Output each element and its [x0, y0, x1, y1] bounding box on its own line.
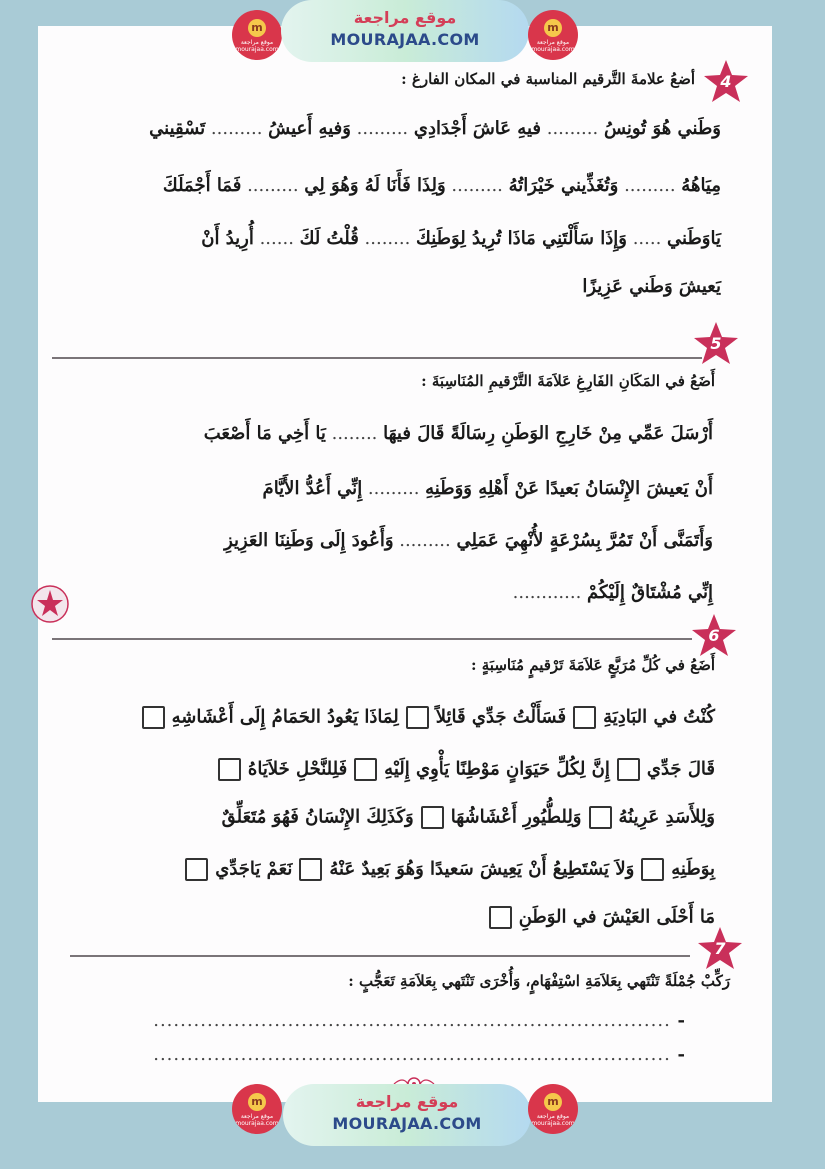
answer-line[interactable]: - .............................................................................: [153, 1010, 685, 1031]
answer-checkbox[interactable]: [573, 706, 596, 729]
text-line: كُنْتُ في البَادِيَةِفَسَأَلْتُ جَدِّي قَائِلاًلِمَاذَا يَعُودُ الحَمَامُ إِلَى أَعْشَاشِهِ: [135, 706, 715, 729]
text-line: بِوَطَنِهِوَلاَ يَسْتَطِيعُ أَنْ يَعِيشَ سَعيدًا وَهُوَ بَعِيدٌ عَنْهُنَعَمْ يَاجَدِّي: [178, 858, 715, 881]
brand-arabic: موقع مراجعة: [353, 8, 457, 27]
brand-logo-icon: m موقع مراجعة mourajaa.com: [232, 10, 282, 60]
exercise-instruction: أَضَعُ في كُلِّ مُرَبَّعٍ عَلاَمَةَ تَرْقيمٍ مُنَاسِبَةٍ :: [471, 656, 715, 674]
brand-logo-icon: m موقع مراجعة mourajaa.com: [528, 10, 578, 60]
section-divider: [70, 955, 690, 957]
brand-url: MOURAJAA.COM: [332, 1114, 482, 1133]
exercise-number-badge: 4: [702, 58, 750, 106]
brand-logo-icon: m موقع مراجعة mourajaa.com: [232, 1084, 282, 1134]
text-line: وَأَتَمَنَّى أَنْ تَمُرَّ بِسُرْعَةٍ لأُنْهِيَ عَمَلِي ......... وَأَعُودَ إِلَى وَطَنِنَا العَزِيزِ: [224, 530, 713, 551]
text-line: إِنِّي مُشْتَاقٌ إِلَيْكُمْ ............: [512, 582, 713, 603]
brand-banner-bottom[interactable]: [283, 1084, 531, 1146]
answer-checkbox[interactable]: [406, 706, 429, 729]
answer-checkbox[interactable]: [299, 858, 322, 881]
exercise-number-badge: 6: [690, 612, 738, 660]
answer-checkbox[interactable]: [617, 758, 640, 781]
text-line: يَاوَطَني ..... وَإِذَا سَأَلْتَنِي مَاذَا تُرِيدُ لِوَطَنِكَ ........ قُلْتُ لَكَ ...... أُرِيدُ أَنْ: [201, 228, 721, 249]
text-line: أَنْ يَعيشَ الإِنْسَانُ بَعيدًا عَنْ أَهْلِهِ وَوَطَنِهِ ......... إِنِّي أَعُدُّ الأَيَّامَ: [262, 478, 713, 499]
text-line: وَطَني هُوَ تُونِسُ ......... فيهِ عَاشَ أَجْدَادِي ......... وَفيهِ أَعيشُ ......... تَسْقِيني: [149, 118, 721, 139]
text-line: قَالَ جَدِّيإِنَّ لِكُلِّ حَيَوَانٍ مَوْطِنًا يَأْوِي إِلَيْهِفَلِلنَّحْلِ خَلاَيَاهُ: [211, 758, 715, 781]
section-divider: [52, 638, 692, 640]
text-line: مَا أَحْلَى العَيْشَ في الوَطَنِ: [482, 906, 715, 929]
exercise-instruction: أضعُ علامةَ التَّرقيم المناسبة في المكان الفارغ :: [401, 70, 695, 88]
answer-checkbox[interactable]: [421, 806, 444, 829]
answer-checkbox[interactable]: [354, 758, 377, 781]
section-divider: [52, 357, 702, 359]
brand-url: MOURAJAA.COM: [330, 30, 480, 49]
brand-arabic: موقع مراجعة: [355, 1092, 459, 1111]
text-line: وَلِلأَسَدِ عَرِينُهُوَلِلطُّيُورِ أَعْشَاشُهَاوَكَذَلِكَ الإِنْسَانُ فَهُوَ مُتَعَلِّقٌ: [221, 806, 715, 828]
answer-line[interactable]: - .............................................................................: [153, 1044, 685, 1065]
text-line: يَعيشَ وَطَني عَزِيزًا: [582, 276, 721, 297]
exercise-instruction: رَكِّبْ جُمْلَةً تَنْتَهي بِعَلاَمَةِ اسْتِفْهَامٍ، وَأُخْرَى تَنْتَهي بِعَلاَمَةِ تَعَجُّبٍ :: [348, 972, 730, 990]
text-line: مِيَاهُهُ ......... وَتُغَذِّيني خَيْرَاتُهُ ......... وَلِذَا فَأَنَا لَهُ وَهُوَ لِي ......... فَمَا أَجْمَلَكَ: [162, 175, 721, 196]
exercise-instruction: أَضَعُ في المَكَانِ الفَارِغِ عَلاَمَةَ التَّرْقيمِ المُنَاسِبَةَ :: [421, 372, 715, 390]
answer-checkbox[interactable]: [185, 858, 208, 881]
brand-banner-top[interactable]: [281, 0, 529, 62]
brand-logo-icon: m موقع مراجعة mourajaa.com: [528, 1084, 578, 1134]
answer-checkbox[interactable]: [142, 706, 165, 729]
exercise-number-badge: 5: [692, 320, 740, 368]
exercise-number-badge: 7: [696, 925, 744, 973]
answer-checkbox[interactable]: [218, 758, 241, 781]
text-line: أَرْسَلَ عَمِّي مِنْ خَارِجِ الوَطَنِ رِسَالَةً قَالَ فيهَا ........ يَا أَخِي مَا أَصْعَبَ: [203, 423, 713, 444]
answer-checkbox[interactable]: [589, 806, 612, 829]
flower-ornament-icon: [30, 584, 70, 624]
answer-checkbox[interactable]: [489, 906, 512, 929]
answer-checkbox[interactable]: [641, 858, 664, 881]
